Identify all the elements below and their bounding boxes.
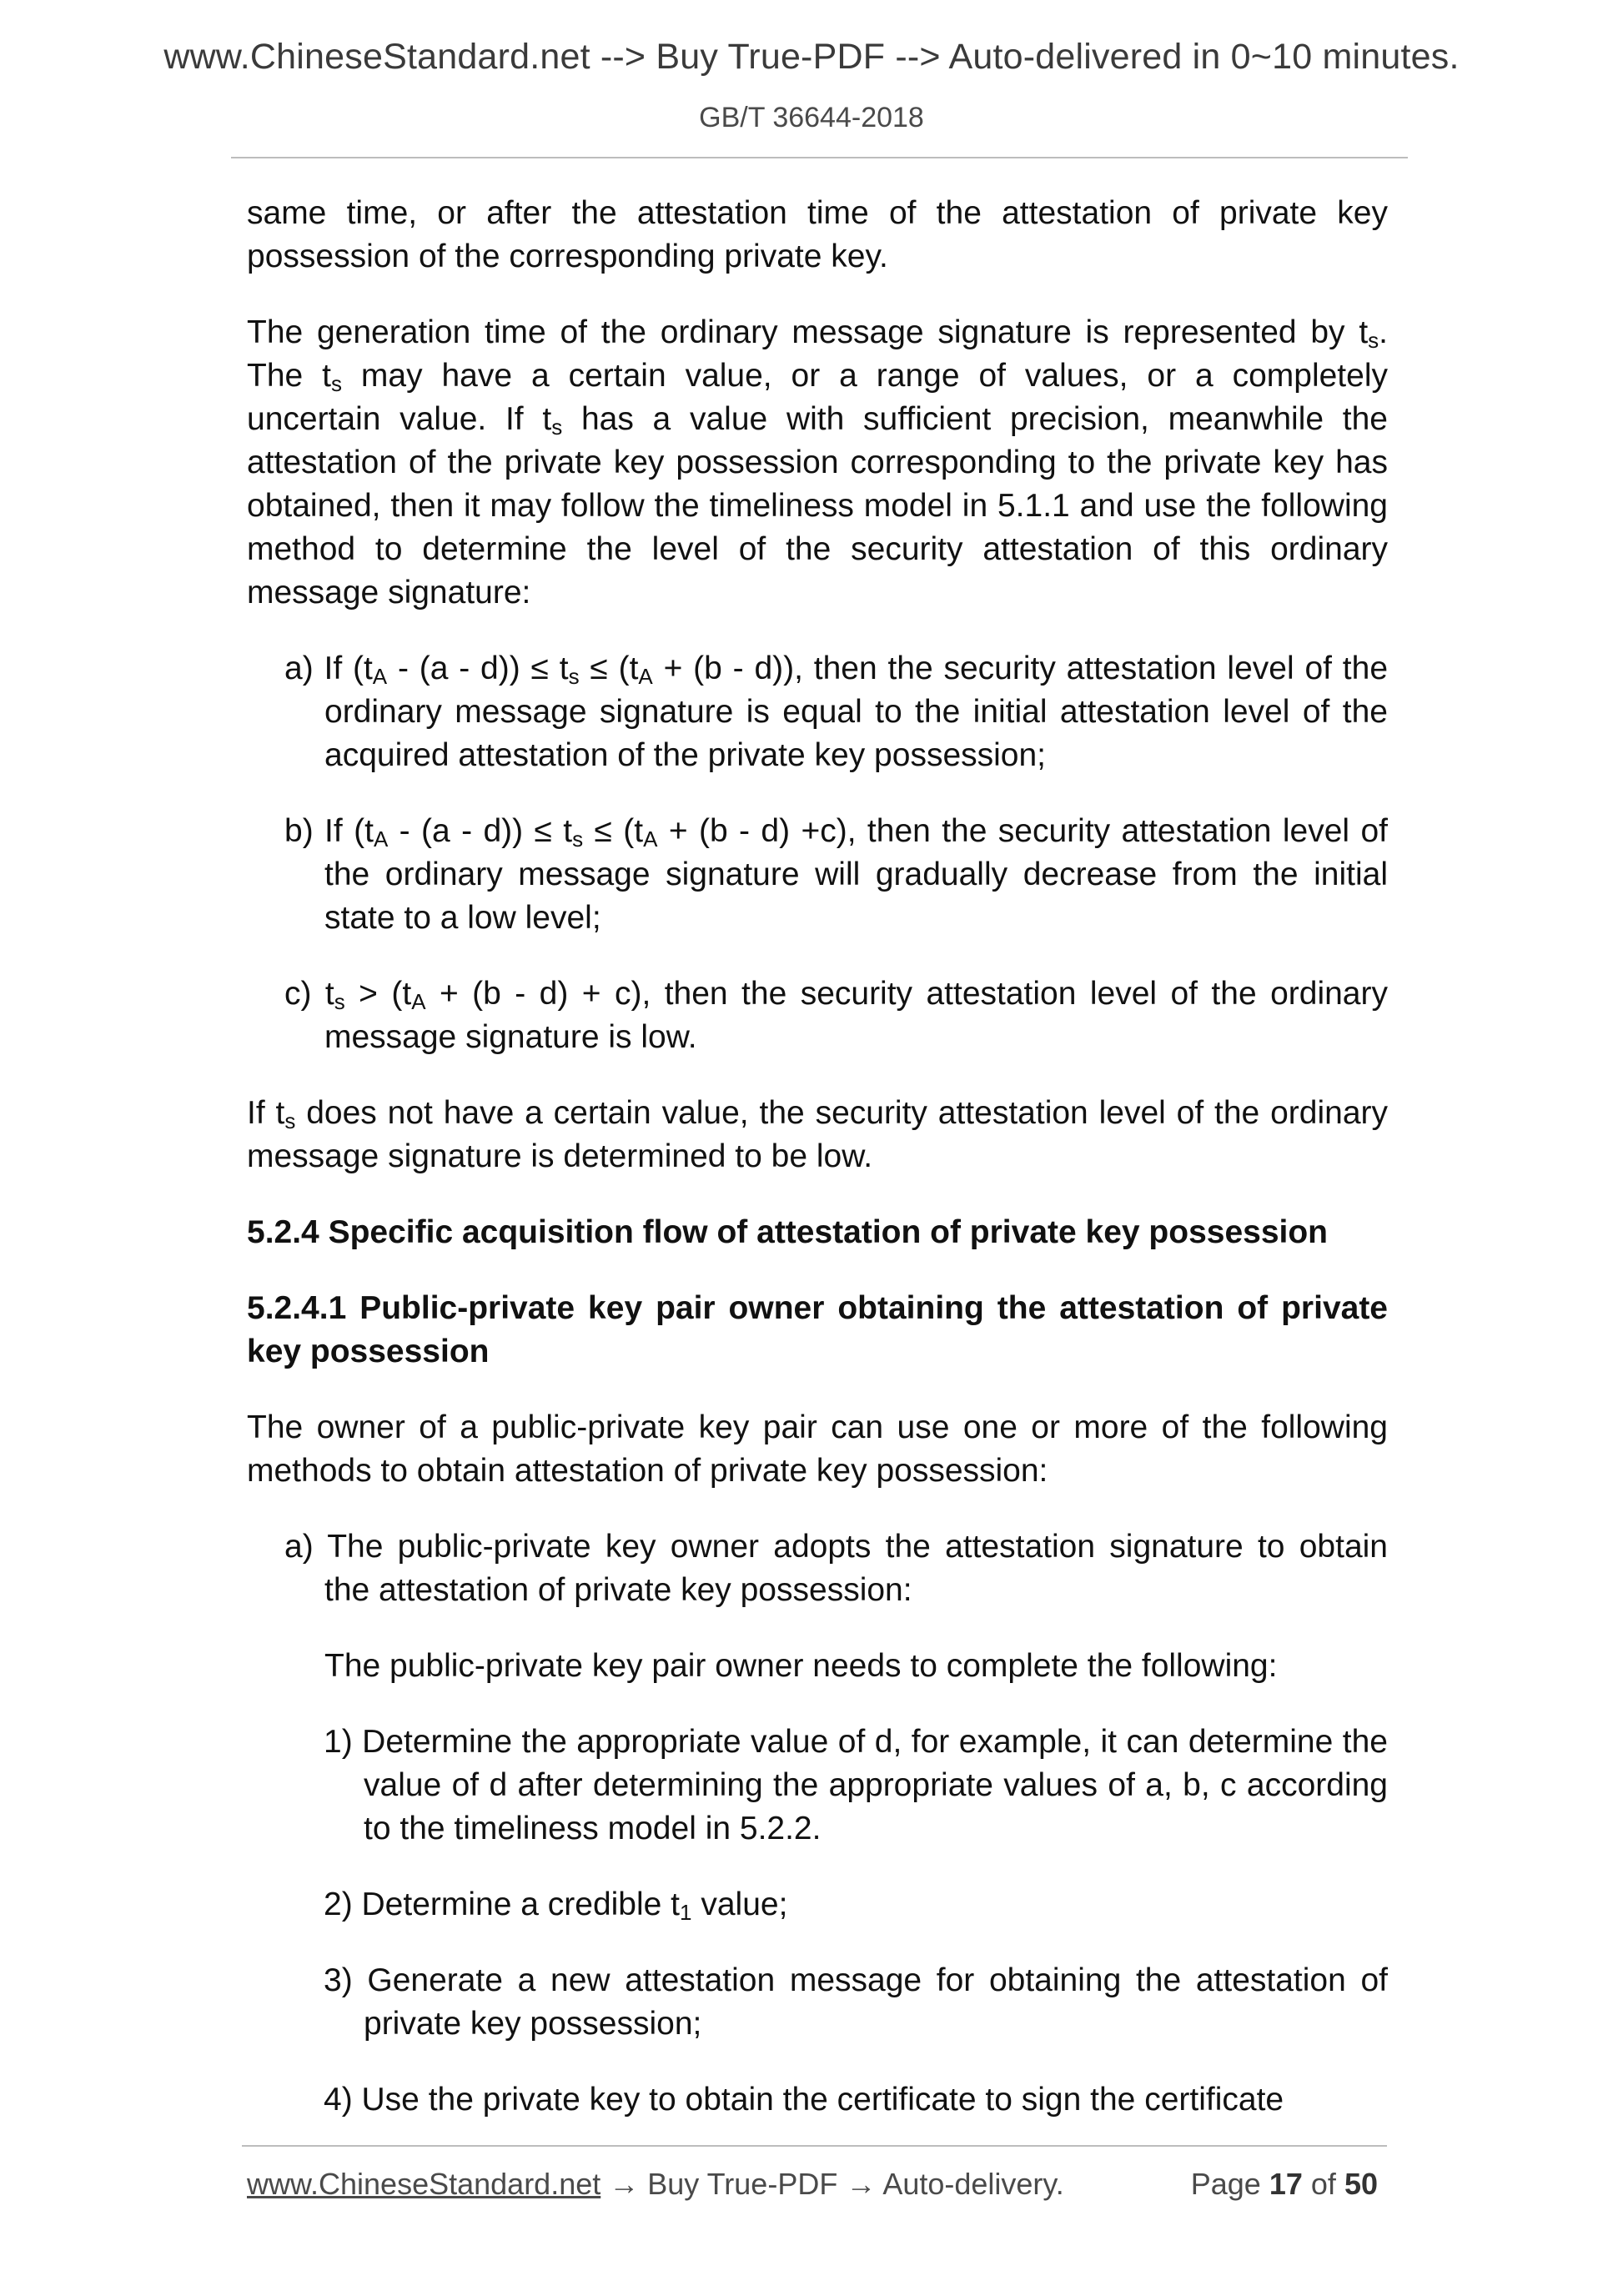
step-4: 4) Use the private key to obtain the certificate to sign the certificate — [324, 2082, 1284, 2118]
step-3: 3) Generate a new attestation message for obtaining the attestation of private key possession; — [324, 1962, 1388, 2042]
footer-site-link[interactable]: www.ChineseStandard.net — [247, 2167, 601, 2201]
list-item-b: b) If $(t_A - (a - d)) \le t_s \le (t_A + (b - d) +c)$, then the security attestation level of the ordinary message signature will gradually decrease from the initial state to a low level; — [284, 813, 1388, 936]
standard-code: GB/T 36644-2018 — [699, 102, 924, 133]
page-number-indicator: Page 17 of 50 — [1190, 2167, 1378, 2201]
section-heading-5-2-4: 5.2.4 Specific acquisition flow of attestation of private key possession — [247, 1214, 1329, 1250]
step-2: 2) Determine a credible $t_1$ value; — [324, 1887, 788, 1925]
footer-left — [247, 2167, 1064, 2202]
footer-divider — [242, 2145, 1387, 2147]
step-1: 1) Determine the appropriate value of d, for example, it can determine the value of d after determining the appropriate values of a, b, c according to the timeliness model in 5.2.2. — [324, 1724, 1388, 1846]
current-page: 17 — [1269, 2167, 1303, 2201]
page-content — [247, 192, 1388, 2154]
site-banner: www.ChineseStandard.net --> Buy True-PDF --> Auto-delivered in 0~10 minutes. — [163, 37, 1460, 77]
total-pages: 50 — [1344, 2167, 1378, 2201]
method-item-a-body: The public-private key pair owner needs to complete the following: — [324, 1648, 1278, 1684]
paragraph-uncertain-value: If $t_s$ does not have a certain value, the security attestation level of the ordinary message signature is determined to be low. — [247, 1095, 1388, 1174]
paragraph-continuation: same time, or after the attestation time of the attestation of private key possession of the corresponding private key. — [247, 195, 1388, 274]
list-item-a: a) If $(t_A - (a - d)) \le t_s \le (t_A + (b - d))$, then the security attestation level of the ordinary message signature is equal to the initial attestation level of the acquired attestation of the private key possession; — [284, 651, 1389, 773]
header-divider — [231, 157, 1408, 158]
footer-tagline: → Buy True-PDF → Auto-delivery. — [600, 2167, 1064, 2201]
paragraph-generation-time: The generation time of the ordinary message signature is represented by $t_s$. The $t_s$ may have a certain value, or a range of values, or a completely uncertain value. If $t_s$ has a value with sufficient precision, meanwhile the attestation of the private key possession corresponding to the private key has obtained, then it may follow the timeliness model in 5.1.1 and use the following method to determine the level of the security attestation of this ordinary message signature: — [247, 314, 1388, 610]
method-item-a: a) The public-private key owner adopts the attestation signature to obtain the attestation of private key possession: — [284, 1529, 1388, 1608]
section-heading-5-2-4-1: 5.2.4.1 Public-private key pair owner obtaining the attestation of private key possession — [247, 1290, 1388, 1369]
page-footer — [247, 2167, 1388, 2208]
list-item-c: c) $t_s > (t_A + (b - d) + c)$, then the security attestation level of the ordinary message signature is low. — [284, 976, 1388, 1055]
paragraph-owner-methods: The owner of a public-private key pair can use one or more of the following methods to obtain attestation of private key possession: — [247, 1409, 1388, 1489]
